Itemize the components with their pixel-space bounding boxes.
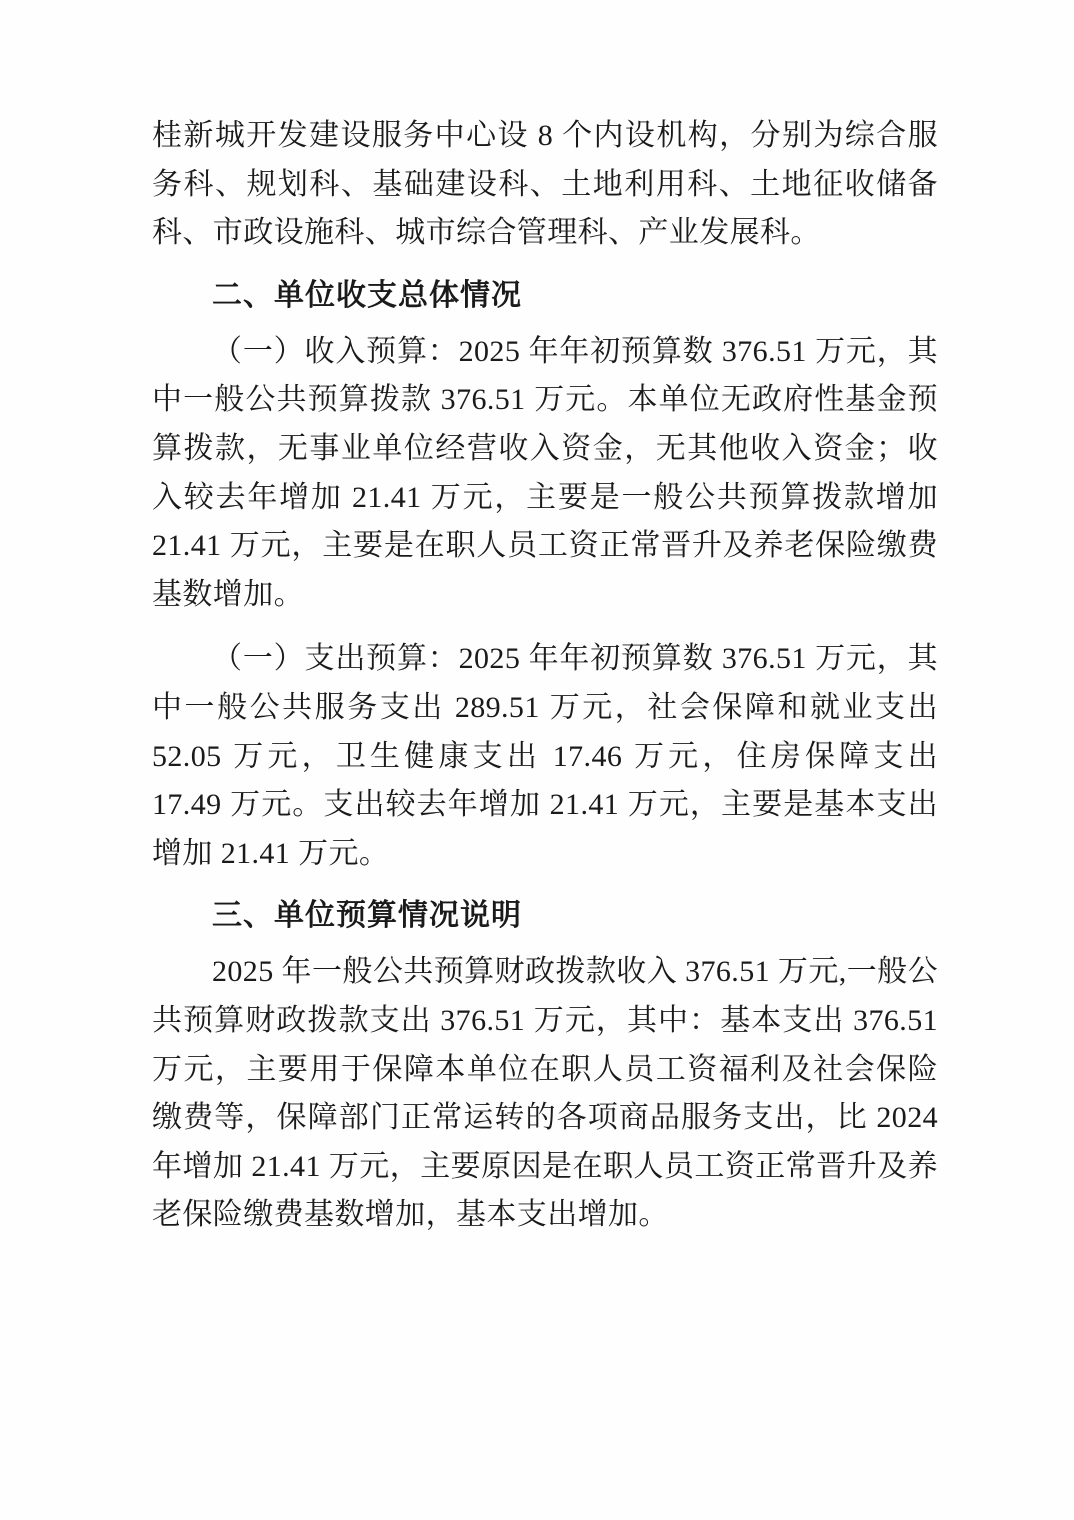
paragraph-budget-explanation: 2025 年一般公共预算财政拨款收入 376.51 万元,一般公共预算财政拨款支出 376.51 万元，其中：基本支出 376.51 万元，主要用于保障本单位在职人员工资福利及社会保险缴费等，保障部门正常运转的各项商品服务支出，比 2024 年增加 21.41 万元，主要原因是在职人员工资正常晋升及养老保险缴费基数增加，基本支出增加。 [152, 955, 938, 1232]
paragraph-revenue-budget: （一）收入预算：2025 年年初预算数 376.51 万元，其中一般公共预算拨款 376.51 万元。本单位无政府性基金预算拨款，无事业单位经营收入资金，无其他收入资金；收入较去年增加 21.41 万元，主要是一般公共预算拨款增加 21.41 万元，主要是在职人员工资正常晋升及养老保险缴费基数增加。 [152, 334, 938, 611]
paragraph-spacer [152, 621, 938, 635]
paragraph-internal-departments: 桂新城开发建设服务中心设 8 个内设机构，分别为综合服务科、规划科、基础建设科、土地利用科、土地征收储备科、市政设施科、城市综合管理科、产业发展科。 [152, 119, 938, 250]
heading-section-three: 三、单位预算情况说明 [212, 899, 522, 933]
document-body [152, 112, 938, 1240]
paragraph-expenditure-budget: （一）支出预算：2025 年年初预算数 376.51 万元，其中一般公共服务支出 289.51 万元，社会保障和就业支出 52.05 万元，卫生健康支出 17.46 万元，住房保障支出 17.49 万元。支出较去年增加 21.41 万元，主要是基本支出增加 21.41 万元。 [152, 642, 938, 870]
heading-section-two: 二、单位收支总体情况 [212, 278, 522, 312]
